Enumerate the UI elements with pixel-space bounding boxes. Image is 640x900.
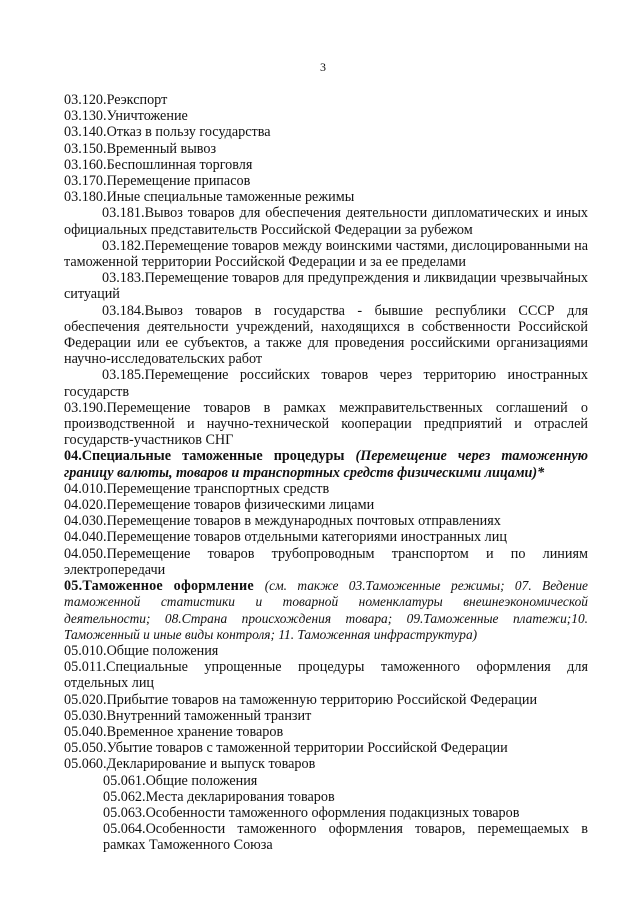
list-item: 04.030.Перемещение товаров в международных почтовых отправлениях [64, 513, 501, 530]
list-item: 05.030.Внутренний таможенный транзит [64, 707, 312, 724]
list-item: 04.040.Перемещение товаров отдельными категориями иностранных лиц [64, 529, 507, 546]
sub-list-item: 03.182.Перемещение товаров между воинскими частями, дислоцированными на таможенной территории Российской Федерации и за ее пределами [64, 237, 588, 271]
list-item: 03.150.Временный вывоз [64, 140, 217, 157]
page-number: 3 [320, 60, 326, 74]
sub-list-item: 03.184.Вывоз товаров в государства - бывшие республики СССР для обеспечения деятельности учреждений, находящихся в собственности Российской Федерации или ее субъектов, а также для проведения российскими организациями научно-исследовательских работ [64, 302, 588, 368]
list-item: 04.050.Перемещение товаров трубопроводным транспортом и по линиям электропередачи [64, 545, 588, 578]
document-body [64, 92, 588, 854]
list-item: 04.020.Перемещение товаров физическими лицами [64, 497, 375, 514]
list-item: 04.010.Перемещение транспортных средств [64, 480, 330, 497]
list-item: 03.130.Уничтожение [64, 108, 188, 125]
section-heading-05 [64, 578, 588, 643]
list-item: 05.010.Общие положения [64, 642, 219, 659]
list-item: 03.190.Перемещение товаров в рамках межправительственных соглашений о производственной и научно-технической кооперации предприятий и отраслей государств-участников СНГ [64, 399, 588, 449]
sub-list-item: 03.185.Перемещение российских товаров через территорию иностранных государств [64, 367, 588, 400]
heading-title: 04.Специальные таможенные процедуры [64, 448, 356, 465]
heading-note: (Перемещение через таможенную границу валюты, товаров и транспортных средств физическими лицами)* [64, 448, 588, 481]
list-item: 05.020.Прибытие товаров на таможенную территорию Российской Федерации [64, 691, 538, 708]
sub-list-item: 05.064.Особенности таможенного оформления товаров, перемещаемых в рамках Таможенного Союза [103, 821, 588, 854]
list-item: 05.050.Убытие товаров с таможенной территории Российской Федерации [64, 740, 508, 757]
sub-list-item: 05.062.Места декларирования товаров [103, 788, 335, 805]
sub-list-item: 05.063.Особенности таможенного оформления подакцизных товаров [103, 804, 520, 821]
sub-list-item: 03.181.Вывоз товаров для обеспечения деятельности дипломатических и иных официальных представительств Российской Федерации за рубежом [64, 205, 588, 238]
list-item: 05.060.Декларирование и выпуск товаров [64, 756, 316, 773]
list-item: 03.170.Перемещение припасов [64, 173, 251, 190]
heading-title: 05.Таможенное оформление [64, 578, 265, 595]
sub-list-item: 05.061.Общие положения [103, 772, 258, 789]
list-item: 05.011.Специальные упрощенные процедуры таможенного оформления для отдельных лиц [64, 659, 588, 692]
list-item: 03.120.Реэкспорт [64, 92, 168, 108]
list-item: 05.040.Временное хранение товаров [64, 723, 284, 740]
sub-list-item: 03.183.Перемещение товаров для предупреждения и ликвидации чрезвычайных ситуаций [64, 270, 588, 303]
heading-note: (см. также 03.Таможенные режимы; 07. Ведение таможенной статистики и товарной номенклатуры внешнеэкономической деятельности; 08.Страна происхождения товара; 09.Таможенные платежи;10. Таможенный и иные виды контроля; 11. Таможенная инфраструктура) [64, 578, 589, 642]
list-item: 03.180.Иные специальные таможенные режимы [64, 189, 355, 206]
list-item: 03.140.Отказ в пользу государства [64, 124, 271, 141]
list-item: 03.160.Беспошлинная торговля [64, 156, 253, 173]
section-heading-04 [64, 448, 588, 480]
